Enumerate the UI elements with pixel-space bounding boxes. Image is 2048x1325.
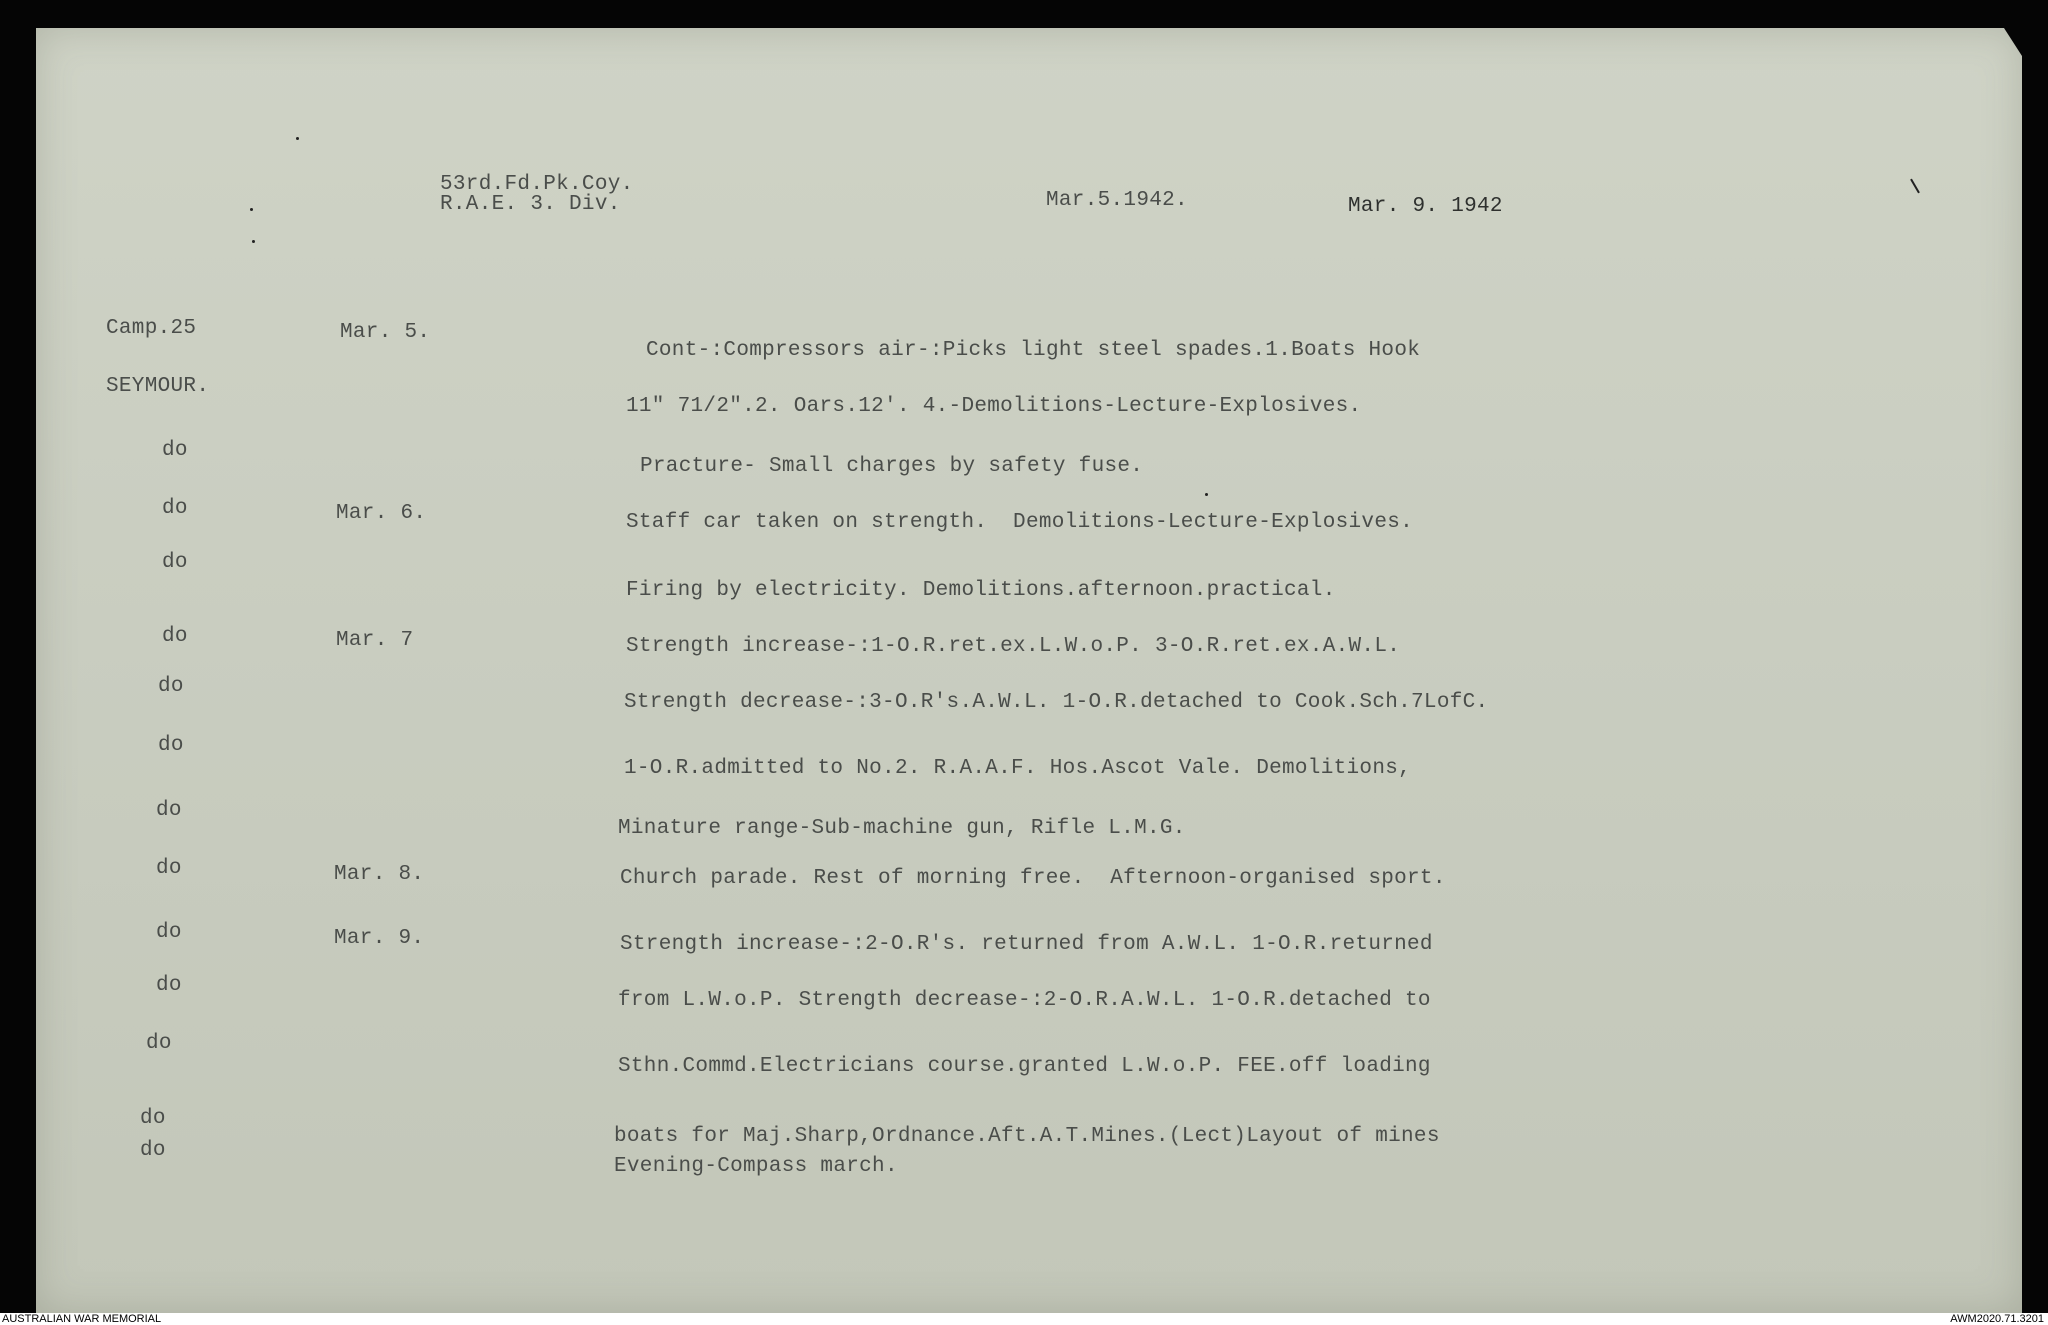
entry-date: Mar. 5. bbox=[340, 321, 431, 344]
diary-entry-line: Strength increase-:1-O.R.ret.ex.L.W.o.P. 3-O.R.ret.ex.A.W.L. bbox=[626, 635, 1401, 658]
document-sheet bbox=[36, 28, 2022, 1313]
entry-date: Mar. 8. bbox=[334, 863, 425, 886]
diary-entry-line: Practure- Small charges by safety fuse. bbox=[640, 455, 1144, 478]
diary-entry-line: Firing by electricity. Demolitions.afternoon.practical. bbox=[626, 579, 1336, 602]
place-entry: do bbox=[146, 1032, 172, 1055]
diary-entry-line: Minature range-Sub-machine gun, Rifle L.M.G. bbox=[618, 817, 1186, 840]
diary-entry-line: Church parade. Rest of morning free. Afternoon-organised sport. bbox=[620, 867, 1446, 890]
archive-footer bbox=[0, 1313, 2048, 1325]
place-entry: do bbox=[158, 734, 184, 757]
place-entry: do bbox=[140, 1139, 166, 1162]
diary-entry-line: 11" 71/2".2. Oars.12'. 4.-Demolitions-Lecture-Explosives. bbox=[626, 395, 1362, 418]
place-entry: do bbox=[140, 1107, 166, 1130]
paper-mark bbox=[250, 208, 253, 211]
entry-date: Mar. 7 bbox=[336, 629, 414, 652]
period-end-date: Mar. 9. 1942 bbox=[1348, 195, 1503, 218]
paper-mark bbox=[296, 137, 299, 140]
diary-entry-line: boats for Maj.Sharp,Ordnance.Aft.A.T.Mines.(Lect)Layout of mines bbox=[614, 1125, 1440, 1148]
entry-date: Mar. 9. bbox=[334, 927, 425, 950]
diary-entry-line: Strength increase-:2-O.R's. returned from A.W.L. 1-O.R.returned bbox=[620, 933, 1433, 956]
place-entry: do bbox=[158, 675, 184, 698]
place-entry: SEYMOUR. bbox=[106, 375, 210, 398]
diary-entry-line: Staff car taken on strength. Demolitions-Lecture-Explosives. bbox=[626, 511, 1414, 534]
place-entry: do bbox=[156, 974, 182, 997]
place-entry: do bbox=[156, 921, 182, 944]
place-entry: do bbox=[156, 857, 182, 880]
unit-name-line1: 53rd.Fd.Pk.Coy. bbox=[440, 173, 634, 196]
place-entry: do bbox=[162, 551, 188, 574]
place-entry: Camp.25 bbox=[106, 317, 197, 340]
place-entry: do bbox=[162, 625, 188, 648]
place-entry: do bbox=[156, 799, 182, 822]
diary-entry-line: 1-O.R.admitted to No.2. R.A.A.F. Hos.Ascot Vale. Demolitions, bbox=[624, 757, 1412, 780]
entry-date: Mar. 6. bbox=[336, 502, 427, 525]
paper-mark bbox=[252, 240, 255, 243]
place-entry: do bbox=[162, 497, 188, 520]
period-start-date: Mar.5.1942. bbox=[1046, 189, 1188, 212]
diary-entry-line: Sthn.Commd.Electricians course.granted L.W.o.P. FEE.off loading bbox=[618, 1055, 1431, 1078]
unit-name-line2: R.A.E. 3. Div. bbox=[440, 193, 621, 216]
archive-name: AUSTRALIAN WAR MEMORIAL bbox=[2, 1313, 162, 1325]
paper-mark bbox=[1205, 493, 1208, 496]
diary-entry-line: from L.W.o.P. Strength decrease-:2-O.R.A.W.L. 1-O.R.detached to bbox=[618, 989, 1431, 1012]
diary-entry-line: Strength decrease-:3-O.R's.A.W.L. 1-O.R.detached to Cook.Sch.7LofC. bbox=[624, 691, 1489, 714]
place-entry: do bbox=[162, 439, 188, 462]
diary-entry-line: Cont-:Compressors air-:Picks light steel spades.1.Boats Hook bbox=[646, 339, 1421, 362]
diary-entry-line: Evening-Compass march. bbox=[614, 1155, 898, 1178]
archive-reference: AWM2020.71.3201 bbox=[1950, 1313, 2044, 1325]
folded-corner bbox=[2004, 28, 2022, 56]
